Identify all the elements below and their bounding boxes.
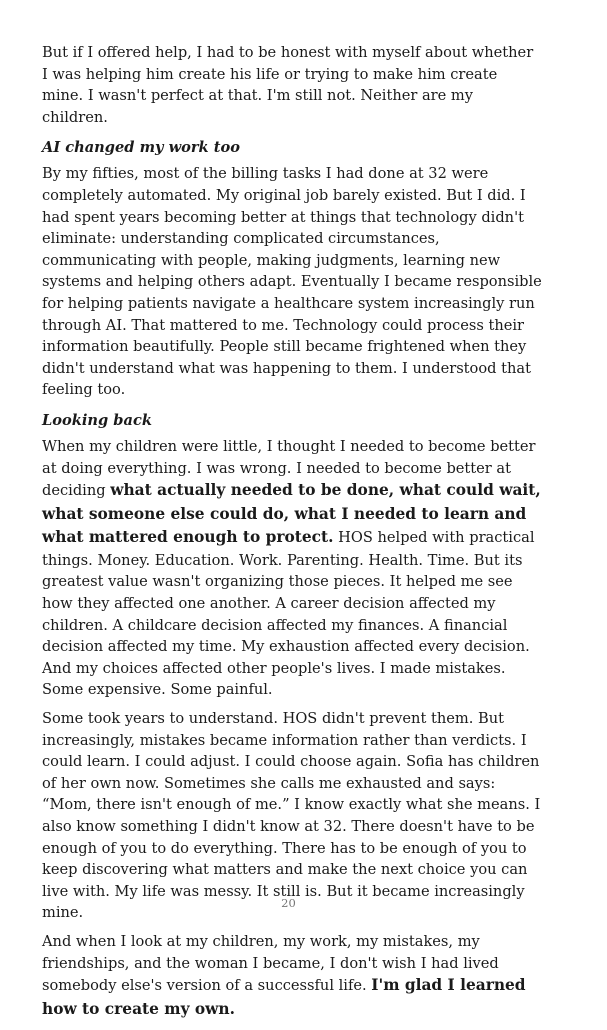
paragraph-looking-back-emphasis: what actually needed to be done, what could wait, what someone else could do, what I needed to learn and what mattered enough to protect. — [42, 481, 541, 547]
section-heading-looking-back: Looking back — [42, 411, 152, 429]
paragraph-looking-back-rest: HOS helped with practical things. Money. Education. Work. Parenting. Health. Time. But its greatest value wasn't organizing those pieces. It helped me see how they affected one another. A career decision affected my children. A childcare decision affected my finances. A financial decision affected my time. My exhaustion affected every decision. And my choices affected other people's lives. I made mistakes. Some expensive. Some painful. — [42, 529, 535, 699]
paragraph-closing-emphasis: I'm glad I learned how to create my own. — [42, 976, 526, 1018]
paragraph-ai-work: By my fifties, most of the billing tasks I had done at 32 were completely automated. My original job barely existed. But I did. I had spent years becoming better at things that technology didn't eliminate: understanding complicated circumstances, communicating with people, making judgments, learning new systems and helping others adapt. Eventually I became responsible for helping patients navigate a healthcare system increasingly run through AI. That mattered to me. Technology could process their information beautifully. People still became frightened when they didn't understand what was happening to them. I understood that feeling too. — [42, 165, 542, 399]
page-number: 20 — [281, 896, 296, 910]
paragraph-closing-lead: And when I look at my children, my work, my mistakes, my friendships, and the woman I became, I don't wish I had lived somebody else's version of a successful life. — [42, 932, 499, 995]
paragraph-looking-back — [42, 436, 542, 701]
paragraph-offered-help: But if I offered help, I had to be honest with myself about whether I was helping him create his life or trying to make him create mine. I wasn't perfect at that. I'm still not. Neither are my children. — [42, 44, 534, 126]
paragraph-looking-back-lead: When my children were little, I thought I needed to become better at doing everything. I was wrong. I needed to become better at deciding — [42, 437, 536, 500]
paragraph-closing — [42, 931, 542, 1021]
document-page — [42, 42, 542, 1030]
paragraph-mistakes: Some took years to understand. HOS didn't prevent them. But increasingly, mistakes became information rather than verdicts. I could learn. I could adjust. I could choose again. Sofia has children of her own now. Sometimes she calls me exhausted and says: “Mom, there isn't enough of me.” I know exactly what she means. I also know something I didn't know at 32. There doesn't have to be enough of you to do everything. There has to be enough of you to keep discovering what matters and make the next choice you can live with. My life was messy. It still is. But it became increasingly mine. — [42, 710, 541, 922]
section-heading-ai-work: AI changed my work too — [42, 139, 240, 157]
